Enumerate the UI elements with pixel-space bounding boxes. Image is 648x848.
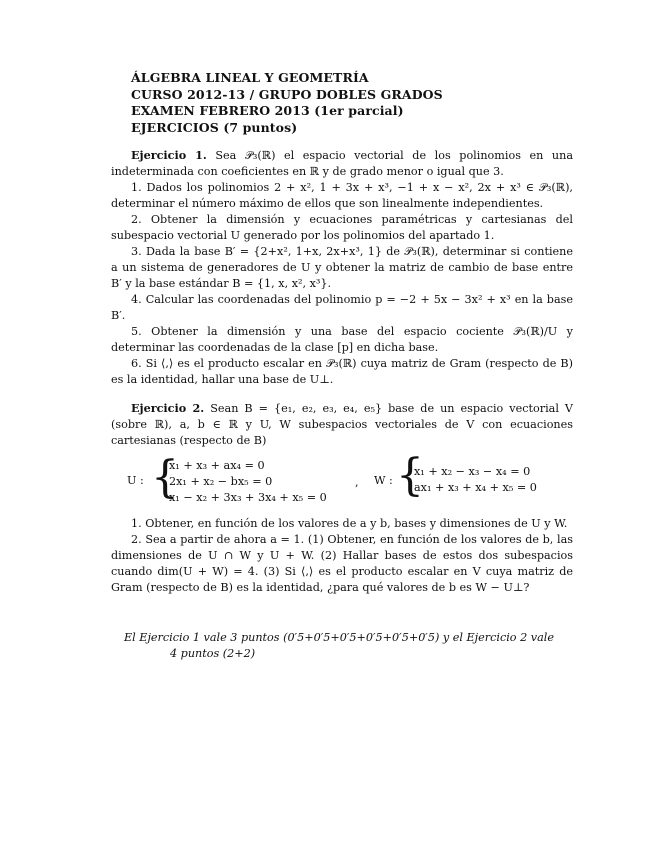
w-equations	[414, 464, 537, 496]
exercise-2-item: 1. Obtener, en función de los valores de a y b, bases y dimensiones de U y W.	[131, 517, 568, 530]
exercise-1-item: 3. Dada la base B′ = {2+x², 1+x, 2x+x³, 1} de 𝒫₃(ℝ), determinar si contiene a un sistema de generadores de U y obtener la matriz de cambio de base entre B′ y la base estándar B = {1, x, x², x³}.	[111, 245, 573, 290]
u-brace: {	[151, 452, 179, 503]
exercise-1-item: 6. Si ⟨,⟩ es el producto escalar en 𝒫₃(ℝ) cuya matriz de Gram (respecto de B) es la identidad, hallar una base de U⊥.	[111, 357, 573, 386]
u-equation: x₁ − x₂ + 3x₃ + 3x₄ + x₅ = 0	[169, 491, 327, 504]
header-course-year: CURSO 2012-13 / GRUPO DOBLES GRADOS	[131, 86, 443, 102]
u-equation: x₁ + x₃ + ax₄ = 0	[169, 459, 265, 472]
exam-header	[131, 70, 443, 136]
w-equation: x₁ + x₂ − x₃ − x₄ = 0	[414, 465, 531, 478]
header-exam-name: EXAMEN FEBRERO 2013 (1er parcial)	[131, 103, 404, 118]
u-equation: 2x₁ + x₂ − bx₅ = 0	[169, 475, 273, 488]
system-separator: ,	[355, 476, 359, 489]
w-label: W :	[374, 474, 393, 487]
u-equations	[169, 458, 327, 506]
exercise-1-item: 1. Dados los polinomios 2 + x², 1 + 3x + x³, −1 + x − x², 2x + x³ ∈ 𝒫₃(ℝ), determinar el número máximo de ellos que son linealmente independientes.	[111, 181, 573, 210]
exercise-1-item: 2. Obtener la dimensión y ecuaciones paramétricas y cartesianas del subespacio vectorial U generado por los polinomios del apartado 1.	[111, 213, 573, 242]
exercise-2-intro-block	[111, 400, 573, 449]
points-note	[124, 630, 574, 662]
exercise-2-item: 2. Sea a partir de ahora a = 1. (1) Obtener, en función de los valores de b, las dimensiones de U ∩ W y U + W. (2) Hallar bases de estos dos subespacios cuando dim(U + W) = 4. (3) Si ⟨,⟩ es el producto escalar en V cuya matriz de Gram (respecto de B) es la identidad, ¿para qué valores de b es W − U⊥?	[111, 533, 573, 594]
exercise-2-title: Ejercicio 2.	[131, 401, 205, 415]
exercise-1-intro: Sea 𝒫₃(ℝ) el espacio vectorial de los polinomios en una indeterminada con coeficientes en ℝ y de grado menor o igual que 3.	[111, 149, 573, 178]
w-equation: ax₁ + x₃ + x₄ + x₅ = 0	[414, 481, 537, 494]
exercise-1	[111, 147, 573, 388]
exercise-1-item: 5. Obtener la dimensión y una base del espacio cociente 𝒫₃(ℝ)/U y determinar las coordenadas de la clase [p] en dicha base.	[111, 325, 573, 354]
header-course-title: ÁLGEBRA LINEAL Y GEOMETRÍA	[131, 70, 369, 85]
w-brace: {	[396, 450, 424, 501]
exercise-2-items	[111, 516, 573, 596]
u-label: U :	[127, 474, 144, 487]
points-note-line: 4 puntos (2+2)	[170, 647, 256, 660]
points-note-line: El Ejercicio 1 vale 3 puntos (0′5+0′5+0′5+0′5+0′5+0′5) y el Ejercicio 2 vale	[124, 631, 554, 644]
header-exercises-points: EJERCICIOS (7 puntos)	[131, 119, 298, 135]
exercise-2-intro: Sean B = {e₁, e₂, e₃, e₄, e₅} base de un espacio vectorial V (sobre ℝ), a, b ∈ ℝ y U, W subespacios vectoriales de V con ecuaciones cartesianas (respecto de B)	[111, 402, 574, 447]
exercise-1-title: Ejercicio 1.	[131, 148, 207, 162]
exercise-1-item: 4. Calcular las coordenadas del polinomio p = −2 + 5x − 3x² + x³ en la base B′.	[111, 293, 573, 322]
